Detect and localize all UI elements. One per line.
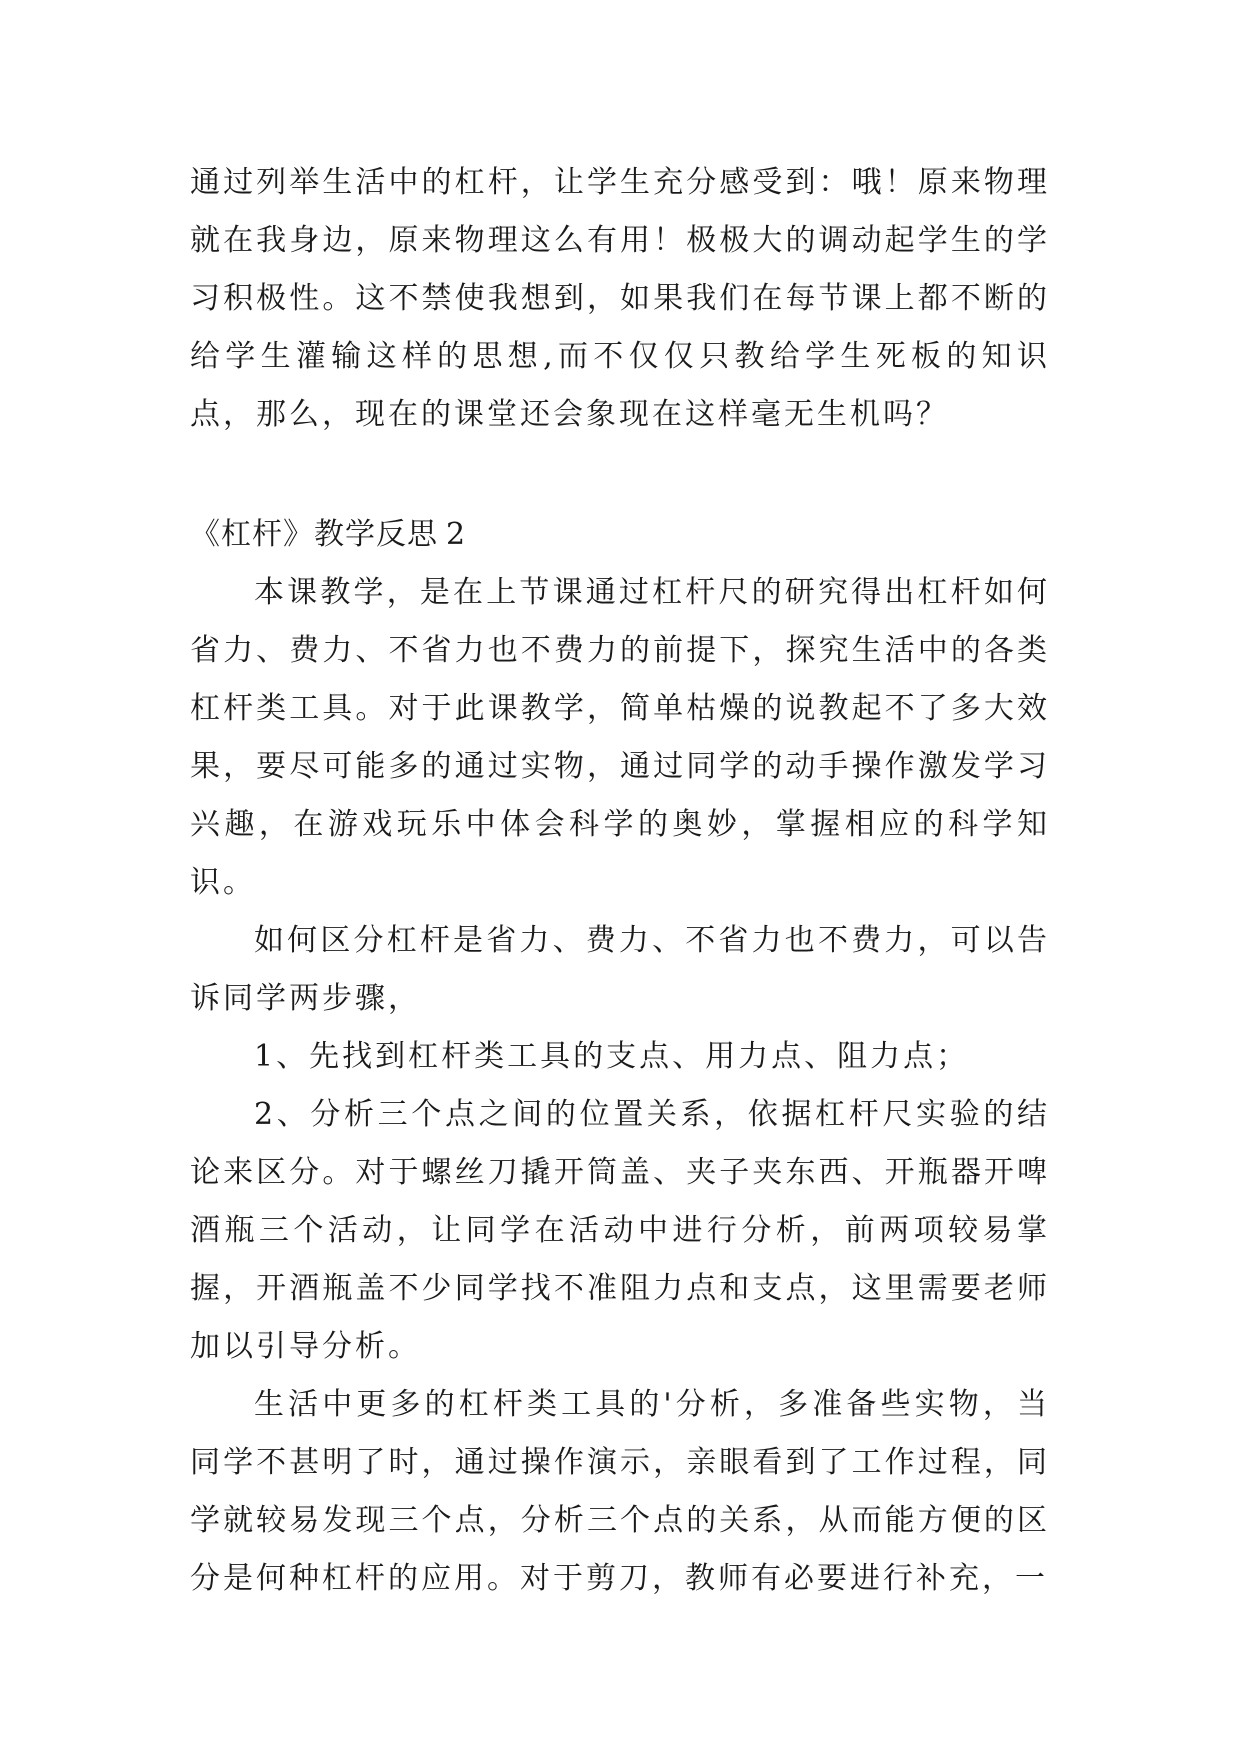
list-step-one: 1、先找到杠杆类工具的支点、用力点、阻力点；	[254, 1039, 970, 1074]
section-title: 《杠杆》教学反思	[190, 517, 438, 552]
section-heading	[190, 506, 1050, 564]
body-paragraph: 生活中更多的杠杆类工具的'分析，多准备些实物，当同学不甚明了时，通过操作演示，亲眼看到了工作过程，同学就较易发现三个点，分析三个点的关系，从而能方便的区分是何种杠杆的应用。对于剪刀，教师有必要进行补充，一	[190, 1387, 1050, 1596]
list-step-two: 2、分析三个点之间的位置关系，依据杠杆尺实验的结论来区分。对于螺丝刀撬开筒盖、夹子夹东西、开瓶器开啤酒瓶三个活动，让同学在活动中进行分析，前两项较易掌握，开酒瓶盖不少同学找不准阻力点和支点，这里需要老师加以引导分析。	[190, 1097, 1050, 1364]
intro-paragraph: 通过列举生活中的杠杆，让学生充分感受到：哦！原来物理就在我身边，原来物理这么有用！极极大的调动起学生的学习积极性。这不禁使我想到，如果我们在每节课上都不断的给学生灌输这样的思想,而不仅仅只教给学生死板的知识点，那么，现在的课堂还会象现在这样毫无生机吗？	[190, 165, 1050, 432]
body-paragraph: 如何区分杠杆是省力、费力、不省力也不费力，可以告诉同学两步骤，	[190, 923, 1050, 1016]
reflection-section	[190, 506, 1050, 1608]
intro-section	[190, 154, 1050, 444]
body-paragraph: 本课教学，是在上节课通过杠杆尺的研究得出杠杆如何省力、费力、不省力也不费力的前提下，探究生活中的各类杠杆类工具。对于此课教学，简单枯燥的说教起不了多大效果，要尽可能多的通过实物，通过同学的动手操作激发学习兴趣，在游戏玩乐中体会科学的奥妙，掌握相应的科学知识。	[190, 575, 1050, 900]
section-number: 2	[446, 517, 467, 552]
